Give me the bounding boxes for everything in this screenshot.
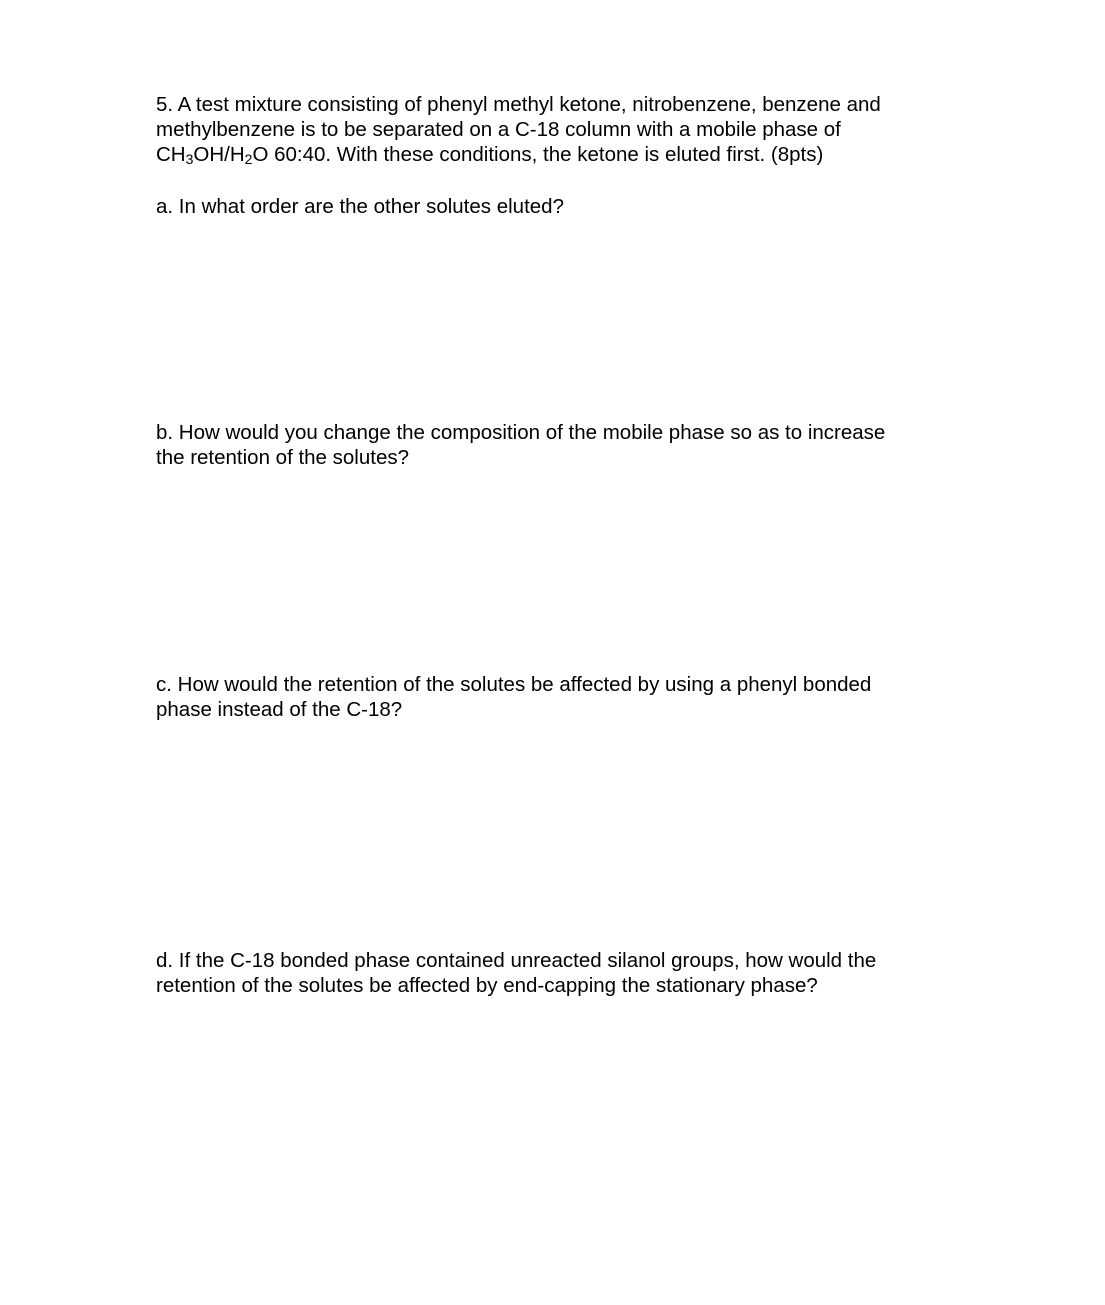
formula-subscript-3: 3 — [185, 151, 194, 167]
question-part-d — [156, 948, 956, 998]
question-intro — [156, 92, 956, 167]
part-b-line-2: the retention of the solutes? — [156, 446, 410, 469]
question-part-c — [156, 672, 956, 722]
intro-line-3-rest: O 60:40. With these conditions, the ketone is eluted first. (8pts) — [252, 143, 824, 166]
part-a-line-1: a. In what order are the other solutes eluted? — [156, 195, 564, 218]
part-d-line-2: retention of the solutes be affected by end-capping the stationary phase? — [156, 974, 818, 997]
part-b-line-1: b. How would you change the composition of the mobile phase so as to increase — [156, 421, 886, 444]
formula-subscript-2: 2 — [244, 151, 253, 167]
formula-oh: OH/H — [193, 143, 245, 166]
intro-line-2: methylbenzene is to be separated on a C-18 column with a mobile phase of — [156, 118, 841, 141]
question-part-a — [156, 194, 956, 219]
formula-ch: CH — [156, 143, 186, 166]
intro-line-3 — [156, 142, 956, 167]
part-d-line-1: d. If the C-18 bonded phase contained unreacted silanol groups, how would the — [156, 949, 877, 972]
question-part-b — [156, 420, 956, 470]
part-c-line-2: phase instead of the C-18? — [156, 698, 403, 721]
intro-line-1: 5. A test mixture consisting of phenyl methyl ketone, nitrobenzene, benzene and — [156, 93, 881, 116]
part-c-line-1: c. How would the retention of the solutes be affected by using a phenyl bonded — [156, 673, 872, 696]
